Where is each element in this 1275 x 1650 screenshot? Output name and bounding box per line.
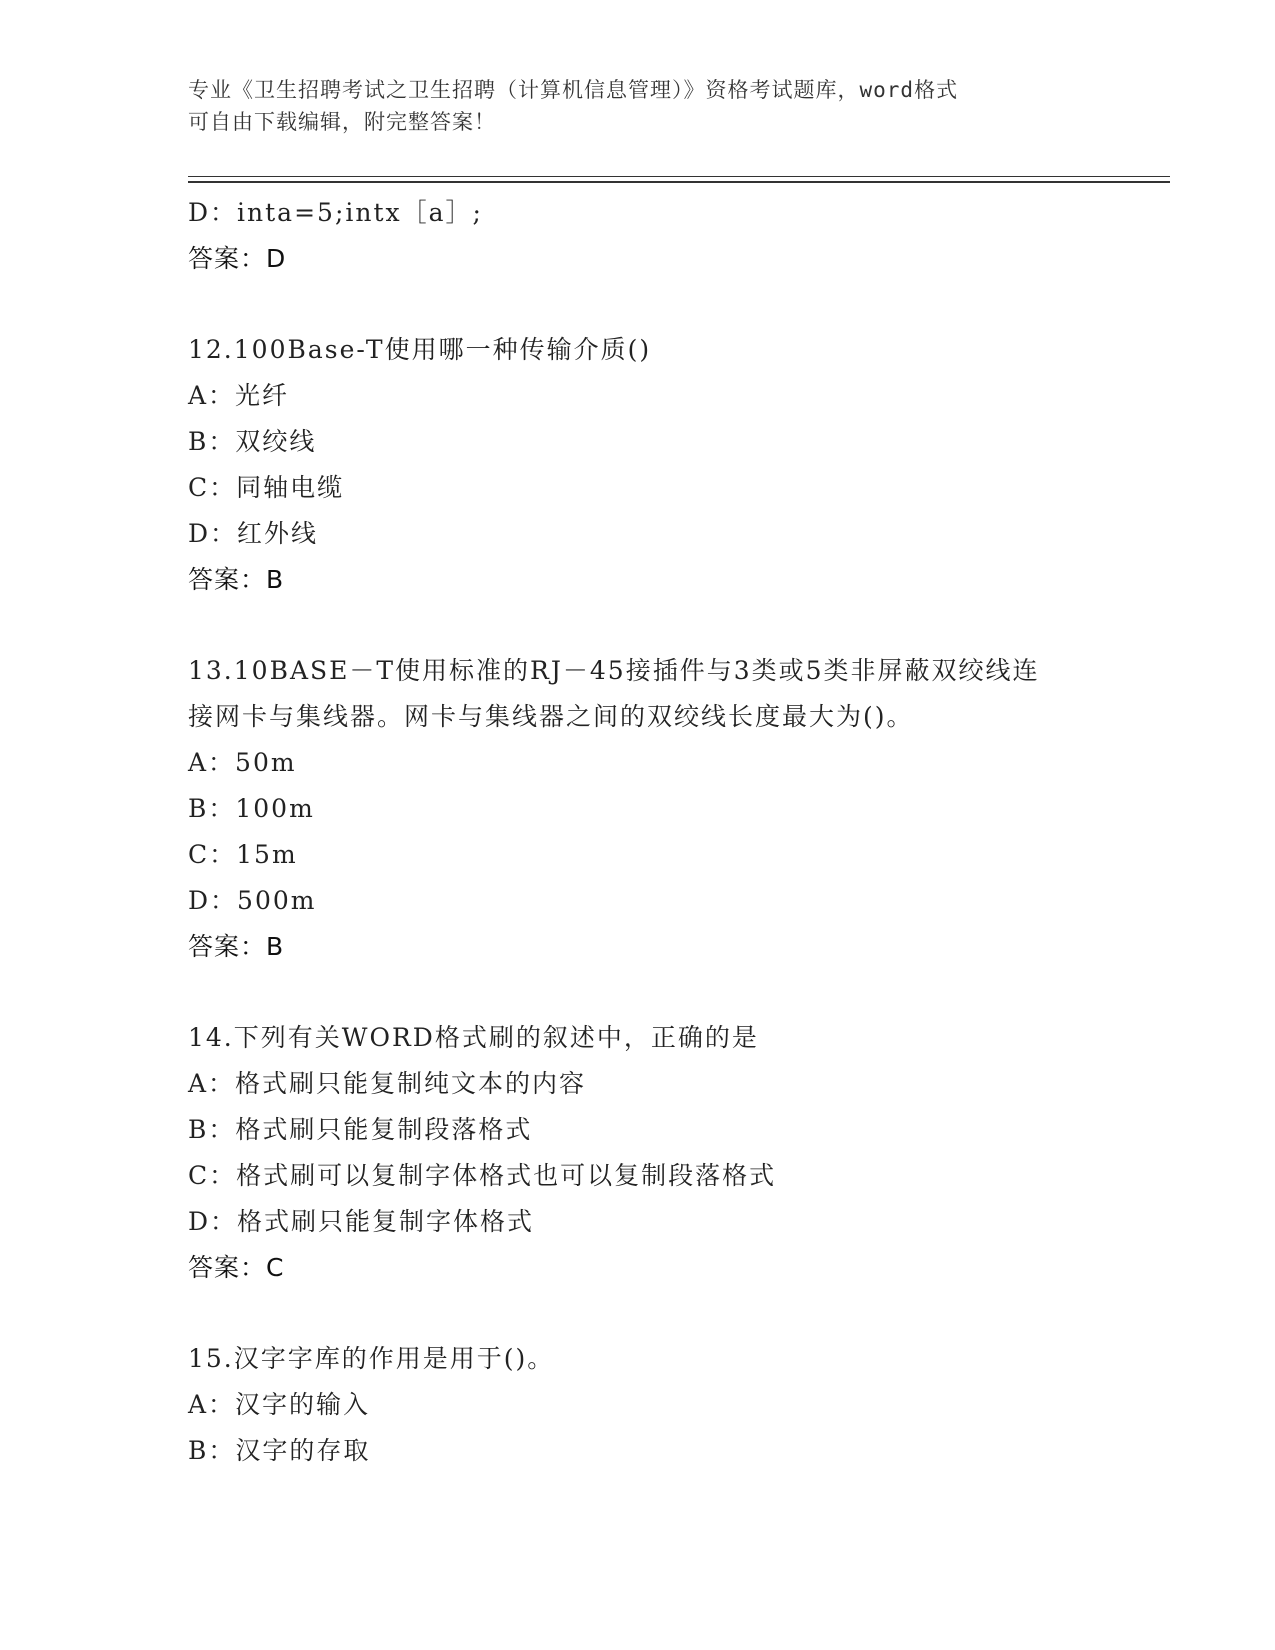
question-stem-continued: 接网卡与集线器。网卡与集线器之间的双绞线长度最大为()。	[188, 702, 914, 731]
question-stem: 14.下列有关WORD格式刷的叙述中，正确的是	[188, 1023, 759, 1052]
question-12	[188, 327, 1148, 603]
question-stem: 13.10BASE－T使用标准的RJ－45接插件与3类或5类非屏蔽双绞线连	[188, 656, 1040, 685]
option-d: D：红外线	[188, 519, 319, 548]
option-a: A：光纤	[188, 381, 290, 410]
answer: 答案：C	[188, 1253, 285, 1282]
spacer	[188, 970, 1148, 1015]
header-line-1: 专业《卫生招聘考试之卫生招聘（计算机信息管理）》资格考试题库，word格式	[188, 78, 959, 102]
header-divider-thick	[188, 181, 1170, 183]
spacer	[188, 1291, 1148, 1336]
question-stem: 12.100Base-T使用哪一种传输介质()	[188, 335, 652, 364]
document-header	[188, 74, 1088, 138]
option-b: B：格式刷只能复制段落格式	[188, 1115, 533, 1144]
question-13	[188, 648, 1148, 970]
option-d: D：格式刷只能复制字体格式	[188, 1207, 535, 1236]
spacer	[188, 282, 1148, 327]
spacer	[188, 603, 1148, 648]
option-d: D：inta=5;intx［a］;	[188, 198, 483, 227]
option-a: A：汉字的输入	[188, 1390, 371, 1419]
answer: 答案：B	[188, 565, 285, 594]
option-c: C：15m	[188, 840, 298, 869]
option-b: B：双绞线	[188, 427, 317, 456]
option-b: B：汉字的存取	[188, 1436, 371, 1465]
question-list	[188, 190, 1148, 1474]
header-line-2: 可自由下载编辑，附完整答案！	[188, 110, 496, 134]
question-11-tail	[188, 190, 1148, 282]
option-c: C：格式刷可以复制字体格式也可以复制段落格式	[188, 1161, 777, 1190]
question-14	[188, 1015, 1148, 1291]
option-a: A：50m	[188, 748, 297, 777]
option-b: B：100m	[188, 794, 315, 823]
answer: 答案：B	[188, 932, 285, 961]
option-a: A：格式刷只能复制纯文本的内容	[188, 1069, 587, 1098]
option-c: C：同轴电缆	[188, 473, 345, 502]
question-stem: 15.汉字字库的作用是用于()。	[188, 1344, 555, 1373]
answer: 答案：D	[188, 244, 287, 273]
option-d: D：500m	[188, 886, 317, 915]
question-15	[188, 1336, 1148, 1474]
header-divider-thin	[188, 176, 1170, 177]
